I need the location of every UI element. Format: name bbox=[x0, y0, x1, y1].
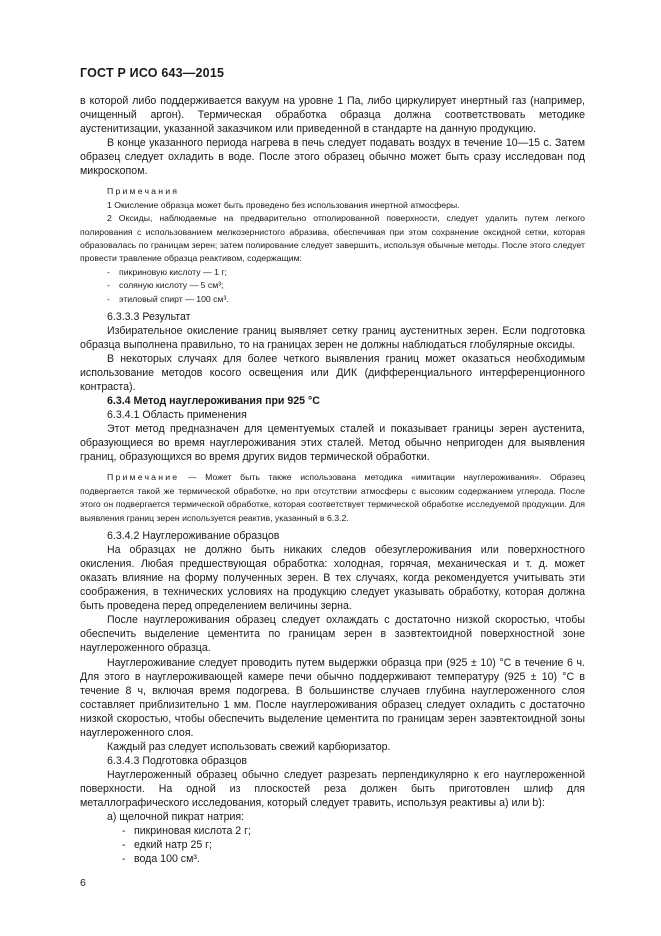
reagent-text: едкий натр 25 г; bbox=[134, 839, 212, 852]
notes-block bbox=[80, 185, 585, 306]
section-heading-6-3-3-3: 6.3.3.3 Результат bbox=[107, 310, 191, 323]
note-paragraph bbox=[80, 471, 585, 525]
paragraph: В конце указанного периода нагрева в печь следует подавать воздух в течение 10—15 с. Затем образец следует охладить в воде. После этого образец обычно может быть сразу исследован под микроскопом. bbox=[80, 137, 585, 178]
paragraph: После науглероживания образец следует охлаждать с достаточно низкой скоростью, чтобы обеспечить выделение цементита по границам зерен в заэвтектоидной поверхностной зоне науглероженного образца. bbox=[80, 614, 585, 655]
reagent-text: вода 100 см³. bbox=[134, 853, 200, 866]
notes-heading: Примечания bbox=[107, 186, 180, 197]
note-label: Примечание bbox=[107, 472, 180, 483]
paragraph: Науглероженный образец обычно следует разрезать перпендикулярно к его науглероженной поверхности. На одной из плоскостей реза должен быть приготовлен шлиф для металлографического исследования, который следует травить, используя реактивы а) или b): bbox=[80, 768, 585, 809]
reagent-text: пикриновая кислота 2 г; bbox=[134, 825, 251, 838]
reagent-item: - вода 100 см³. bbox=[122, 853, 200, 866]
reagent-text: соляную кислоту — 5 см³; bbox=[119, 280, 224, 291]
reagent-item: - пикриновая кислота 2 г; bbox=[122, 825, 251, 838]
note-item: 1 Окисление образца может быть проведено без использования инертной атмосферы. bbox=[107, 199, 460, 210]
paragraph: Каждый раз следует использовать свежий карбюризатор. bbox=[107, 740, 391, 753]
section-heading-6-3-4-3: 6.3.4.3 Подготовка образцов bbox=[107, 754, 247, 767]
reagent-item: - этиловый спирт — 100 см³. bbox=[80, 293, 585, 306]
reagent-item: - соляную кислоту — 5 см³; bbox=[80, 279, 585, 292]
section-heading-6-3-4-1: 6.3.4.1 Область применения bbox=[107, 409, 247, 422]
list-item-a: а) щелочной пикрат натрия: bbox=[107, 811, 245, 824]
reagent-item: - пикриновую кислоту — 1 г; bbox=[80, 266, 585, 279]
paragraph: Этот метод предназначен для цементуемых сталей и показывает границы зерен аустенита, образующиеся во время науглероживания этих сталей. Метод обычно непригоден для выявления границ, образующихся во время других видов термической обработки. bbox=[80, 423, 585, 464]
page-number: 6 bbox=[80, 877, 86, 889]
reagent-text: этиловый спирт — 100 см³. bbox=[119, 293, 229, 304]
paragraph: В некоторых случаях для более четкого выявления границ может оказаться необходимым использование методов косого освещения или ДИК (дифференциального интерференционного контраста). bbox=[80, 353, 585, 394]
paragraph: Избирательное окисление границ выявляет сетку границ аустенитных зерен. Если подготовка образца выполнена правильно, то на границах зерен не должны наблюдаться глобулярные оксиды. bbox=[80, 324, 585, 352]
section-heading-6-3-4-2: 6.3.4.2 Науглероживание образцов bbox=[107, 530, 280, 543]
document-header: ГОСТ Р ИСО 643—2015 bbox=[80, 66, 225, 80]
paragraph: Науглероживание следует проводить путем выдержки образца при (925 ± 10) °С в течение 6 ч. Для этого в науглероживающей камере печи обычно поддерживают температуру (925 ± 10) °С в течение 8 ч, включая время подогрева. В большинстве случаев глубина науглероженного слоя составляет приблизительно 1 мм. После науглероживания образец следует охладить с достаточно низкой скоростью, чтобы обеспечить выделение цементита по границам зерен заэвтектоидной зоны науглероженного слоя. bbox=[80, 656, 585, 739]
paragraph: в которой либо поддерживается вакуум на уровне 1 Па, либо циркулирует инертный газ (например, очищенный аргон). Термическая обработка образца должна соответствовать методике аустенитизации, указанной заказчиком или приведенной в стандарте на данную продукцию. bbox=[80, 95, 585, 136]
paragraph: На образцах не должно быть никаких следов обезуглероживания или поверхностного окисления. Любая предшествующая обработка: холодная, горячая, механическая и т. д. может оказать влияние на форму полученных зерен. В тех случаях, когда рекомендуется учитывать эти соображения, в технических условиях на продукцию следует указывать обработку, которая должна быть проведена перед определением величины зерна. bbox=[80, 544, 585, 613]
note-text: — Может быть также использована методика «имитации науглероживания». Образец подвергается такой же термической обработке, но при отсутствии атмосферы с высоким содержанием углерода. После этого он подвергается термической обработке, которая соответствует термической обработке исследуемой продукции. Для выявления границ зерен используется реактив, указанный в 6.3.2. bbox=[80, 472, 585, 523]
reagent-item: - едкий натр 25 г; bbox=[122, 839, 212, 852]
note-item: 2 Оксиды, наблюдаемые на предварительно отполированной поверхности, следует удалить путем легкого полирования с использованием мелкозернистого абразива, обеспечивая при этом сохранение оксидной сетки, которая образовалась по границам зерен; затем полирование следует завершить, используя обычные методы. После этого следует провести травление образца реактивом, содержащим: bbox=[80, 213, 585, 264]
reagent-text: пикриновую кислоту — 1 г; bbox=[119, 266, 227, 277]
section-heading-6-3-4: 6.3.4 Метод науглероживания при 925 °С bbox=[107, 395, 320, 408]
document-body bbox=[80, 94, 585, 866]
